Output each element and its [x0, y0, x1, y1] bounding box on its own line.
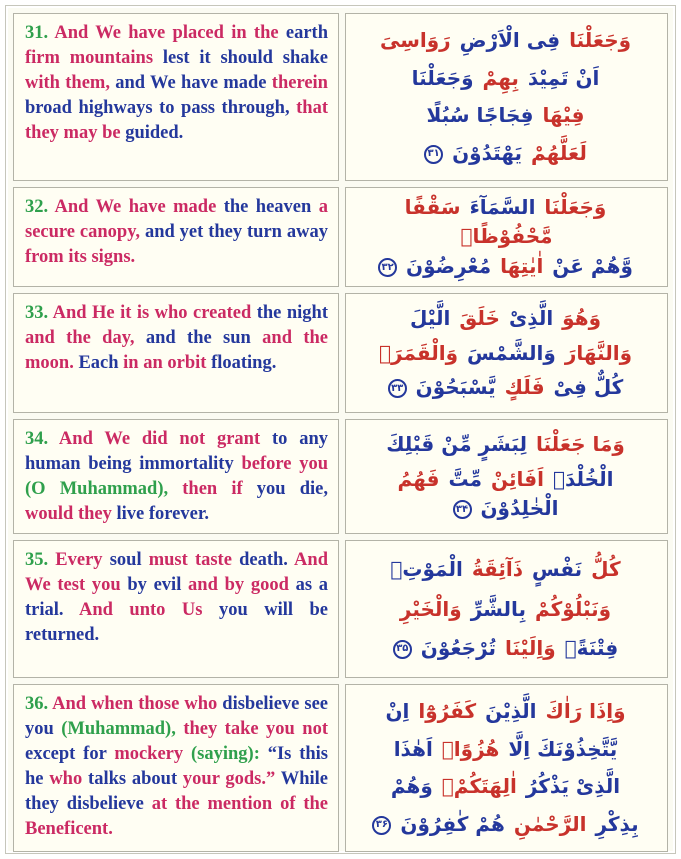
english-text-segment: (saying):	[191, 744, 268, 764]
english-text-segment: earth	[285, 23, 328, 43]
english-translation-cell	[13, 187, 339, 287]
arabic-word-segment: اٰيٰتِهَا	[500, 254, 544, 278]
arabic-line	[356, 339, 657, 368]
arabic-word-segment: فَلَكٍ	[504, 375, 545, 400]
arabic-line	[356, 735, 657, 764]
arabic-line	[356, 139, 657, 168]
verse-row-31	[13, 13, 668, 181]
arabic-word-segment: بِالشَّرِّ	[470, 596, 527, 621]
english-text-segment: by evil	[127, 575, 189, 595]
arabic-line	[356, 595, 657, 624]
arabic-line	[356, 772, 657, 801]
arabic-word-segment: لَعَلَّهُمْ	[531, 140, 587, 165]
english-text-segment: and by good	[188, 575, 296, 595]
arabic-verse-cell	[345, 293, 668, 413]
arabic-line	[356, 304, 657, 333]
english-text-segment: the heaven	[223, 197, 319, 217]
arabic-word-segment: فِى الْاَرْضِ	[459, 28, 561, 53]
english-text-segment: you will be returned.	[25, 600, 328, 645]
english-text-segment: from its signs.	[25, 247, 136, 267]
arabic-word-segment: مِّتَّ	[448, 467, 483, 491]
english-text-segment: “Is this he	[25, 744, 328, 789]
arabic-word-segment: وَهُوَ	[562, 305, 601, 330]
english-text-segment: disbelieve see you	[25, 694, 328, 739]
english-text-segment: floating.	[211, 353, 277, 373]
english-translation-cell	[13, 293, 339, 413]
arabic-word-segment: وَّهُمْ عَنْ	[552, 254, 633, 278]
english-text-segment: And unto Us	[79, 600, 219, 620]
arabic-line	[356, 430, 657, 459]
verse-number: 31.	[25, 23, 49, 43]
verse-number: 33.	[25, 303, 49, 323]
arabic-verse-cell	[345, 684, 668, 852]
english-text-segment: Every	[48, 550, 110, 570]
arabic-word-segment: يَّسْبَحُوْنَ	[415, 375, 496, 400]
arabic-verse-cell	[345, 187, 668, 287]
english-text-segment: firm mountains	[25, 48, 163, 68]
english-text-segment: And We have placed in the	[48, 23, 286, 43]
english-text-segment: and the moon.	[25, 328, 328, 373]
english-text-segment: and the day,	[25, 328, 146, 348]
arabic-word-segment: اِنْ	[385, 699, 410, 724]
arabic-line	[356, 634, 657, 663]
verse-number: 36.	[25, 694, 49, 714]
arabic-word-segment: رَوَاسِىَ	[379, 28, 451, 53]
english-text-segment: and yet they turn away	[144, 222, 328, 242]
arabic-word-segment: الْخٰلِدُوْنَ	[480, 496, 559, 520]
english-text-segment: at the mention of the Beneficent.	[25, 794, 328, 839]
arabic-line	[356, 64, 657, 93]
arabic-word-segment: مُعْرِضُوْنَ	[406, 254, 492, 278]
english-text-segment: that they may be	[25, 98, 328, 143]
english-text-segment: And We test you	[25, 550, 328, 595]
english-text-segment: you die,	[256, 479, 328, 499]
arabic-word-segment: وَالْخَيْرِ	[399, 596, 462, 621]
english-text-segment: would they	[25, 504, 117, 524]
arabic-word-segment: وَالْقَمَرَۗ	[379, 340, 459, 365]
english-text-segment: (O Muhammad),	[25, 479, 183, 499]
arabic-word-segment: الْمَوْتِۗ	[390, 557, 463, 582]
arabic-word-segment: فِجَاجًا سُبُلًا	[426, 103, 534, 128]
verse-row-35	[13, 540, 668, 678]
english-text-segment: the night	[256, 303, 328, 323]
english-text-segment: And We did not grant	[48, 429, 272, 449]
arabic-line	[356, 252, 657, 281]
arabic-word-segment: وَنَبْلُوْكُمْ	[534, 596, 612, 621]
arabic-word-segment: يَهْتَدُوْنَ	[452, 140, 523, 165]
arabic-word-segment: سَقْفًا مَّحْفُوْظًاۚ	[404, 195, 553, 248]
english-text-segment: then if	[182, 479, 257, 499]
arabic-word-segment: خَلَقَ	[459, 305, 500, 330]
english-text-segment: in an orbit	[123, 353, 212, 373]
verse-end-marker: ۳۱	[424, 145, 443, 164]
english-text-segment: mockery	[114, 744, 191, 764]
arabic-word-segment: اَنْ تَمِيْدَ	[527, 65, 600, 90]
verse-end-marker: ۳۳	[388, 379, 407, 398]
english-text-segment: to any human being immortality	[25, 429, 328, 474]
arabic-word-segment: لِبَشَرٍ مِّنْ قَبْلِكَ	[386, 432, 528, 456]
arabic-word-segment: اٰلِهَتَكُمْۚ	[441, 774, 517, 799]
arabic-line	[356, 697, 657, 726]
english-translation-cell	[13, 684, 339, 852]
english-text-segment: talks about	[88, 769, 183, 789]
arabic-word-segment: بِذِكْرِ	[595, 811, 639, 836]
arabic-word-segment: وَجَعَلْنَا	[544, 195, 607, 219]
arabic-word-segment: وَهُمْ	[390, 774, 433, 799]
arabic-line	[356, 555, 657, 584]
arabic-word-segment: كُلُّ	[591, 557, 621, 582]
arabic-word-segment: وَجَعَلْنَا	[411, 65, 474, 90]
arabic-line	[356, 465, 657, 523]
english-text-segment: And He it is who created	[48, 303, 257, 323]
arabic-word-segment: وَجَعَلْنَا	[569, 28, 632, 53]
page-frame	[5, 5, 676, 854]
english-text-segment: they take you not	[183, 719, 328, 739]
arabic-word-segment: وَاِلَيْنَا	[505, 635, 556, 660]
arabic-verse-cell	[345, 419, 668, 534]
arabic-word-segment: وَاِذَا رَاٰكَ	[545, 699, 626, 724]
arabic-word-segment: هُمْ كٰفِرُوْنَ	[400, 811, 505, 836]
english-text-segment: soul	[109, 550, 149, 570]
arabic-word-segment: كُلٌّ فِىْ	[553, 375, 624, 400]
arabic-line	[356, 810, 657, 839]
verse-row-34	[13, 419, 668, 534]
english-text-segment: and the sun	[145, 328, 263, 348]
english-text-segment: guided.	[125, 123, 184, 143]
arabic-word-segment: ذَآئِقَةُ	[471, 557, 523, 582]
english-translation-cell	[13, 540, 339, 678]
english-translation-cell	[13, 13, 339, 181]
arabic-word-segment: فِتْنَةًۗ	[564, 635, 619, 660]
arabic-word-segment: الَّذِىْ	[508, 305, 554, 330]
english-text-segment: and We have made	[115, 73, 272, 93]
english-text-segment: live forever.	[116, 504, 209, 524]
arabic-word-segment: السَّمَآءَ	[469, 195, 536, 219]
arabic-word-segment: وَمَا جَعَلْنَا	[535, 432, 625, 456]
english-text-segment: before you	[241, 454, 328, 474]
english-text-segment: therein	[271, 73, 328, 93]
english-text-segment: death.	[239, 550, 295, 570]
arabic-word-segment: وَالشَّمْسَ	[467, 340, 556, 365]
english-text-segment: (Muhammad),	[61, 719, 184, 739]
verse-row-32	[13, 187, 668, 287]
verse-table	[13, 13, 668, 852]
verse-number: 34.	[25, 429, 49, 449]
english-translation-cell	[13, 419, 339, 534]
arabic-word-segment: الَّذِيْنَ	[485, 699, 537, 724]
verse-end-marker: ۳۴	[453, 500, 472, 519]
arabic-word-segment: اَفَائِنْ	[491, 467, 544, 491]
arabic-line	[356, 373, 657, 402]
english-text-segment: with them,	[25, 73, 116, 93]
english-text-segment: And when those who	[48, 694, 223, 714]
english-text-segment: broad highways to pass through,	[25, 98, 297, 118]
arabic-word-segment: اَهٰذَا	[393, 736, 433, 761]
verse-end-marker: ۳۵	[393, 640, 412, 659]
verse-row-36	[13, 684, 668, 852]
arabic-word-segment: فَهُمُ	[397, 467, 440, 491]
arabic-word-segment: فِيْهَا	[542, 103, 585, 128]
verse-end-marker: ۳۲	[378, 258, 397, 277]
arabic-word-segment: تُرْجَعُوْنَ	[420, 635, 497, 660]
arabic-line	[356, 26, 657, 55]
arabic-word-segment: يَّتَّخِذُوْنَكَ اِلَّا	[508, 736, 618, 761]
arabic-word-segment: كَفَرُوْٓا	[418, 699, 477, 724]
arabic-word-segment: هُزُوًاۗ	[441, 736, 500, 761]
arabic-verse-cell	[345, 540, 668, 678]
arabic-word-segment: بِهِمْ	[482, 65, 519, 90]
verse-number: 32.	[25, 197, 49, 217]
arabic-word-segment: الْخُلْدَۗ	[552, 467, 614, 491]
english-text-segment: Each	[78, 353, 124, 373]
verse-row-33	[13, 293, 668, 413]
english-text-segment: except for	[25, 744, 115, 764]
arabic-word-segment: وَالنَّهَارَ	[564, 340, 632, 365]
english-text-segment: And We have made	[48, 197, 224, 217]
english-text-segment: your gods.”	[182, 769, 281, 789]
english-text-segment: must taste	[148, 550, 240, 570]
arabic-word-segment: الَّيْلَ	[410, 305, 451, 330]
arabic-verse-cell	[345, 13, 668, 181]
arabic-line	[356, 193, 657, 251]
arabic-word-segment: الَّذِىْ يَذْكُرُ	[525, 774, 621, 799]
verse-end-marker: ۳۶	[372, 816, 391, 835]
arabic-word-segment: الرَّحْمٰنِ	[513, 811, 587, 836]
arabic-line	[356, 101, 657, 130]
english-text-segment: a secure canopy,	[25, 197, 328, 242]
verse-number: 35.	[25, 550, 49, 570]
english-text-segment: While they disbelieve	[25, 769, 329, 814]
english-text-segment: lest it should shake	[162, 48, 328, 68]
english-text-segment: who	[49, 769, 89, 789]
english-text-segment: as a trial.	[25, 575, 329, 620]
arabic-word-segment: نَفْسٍ	[531, 557, 583, 582]
